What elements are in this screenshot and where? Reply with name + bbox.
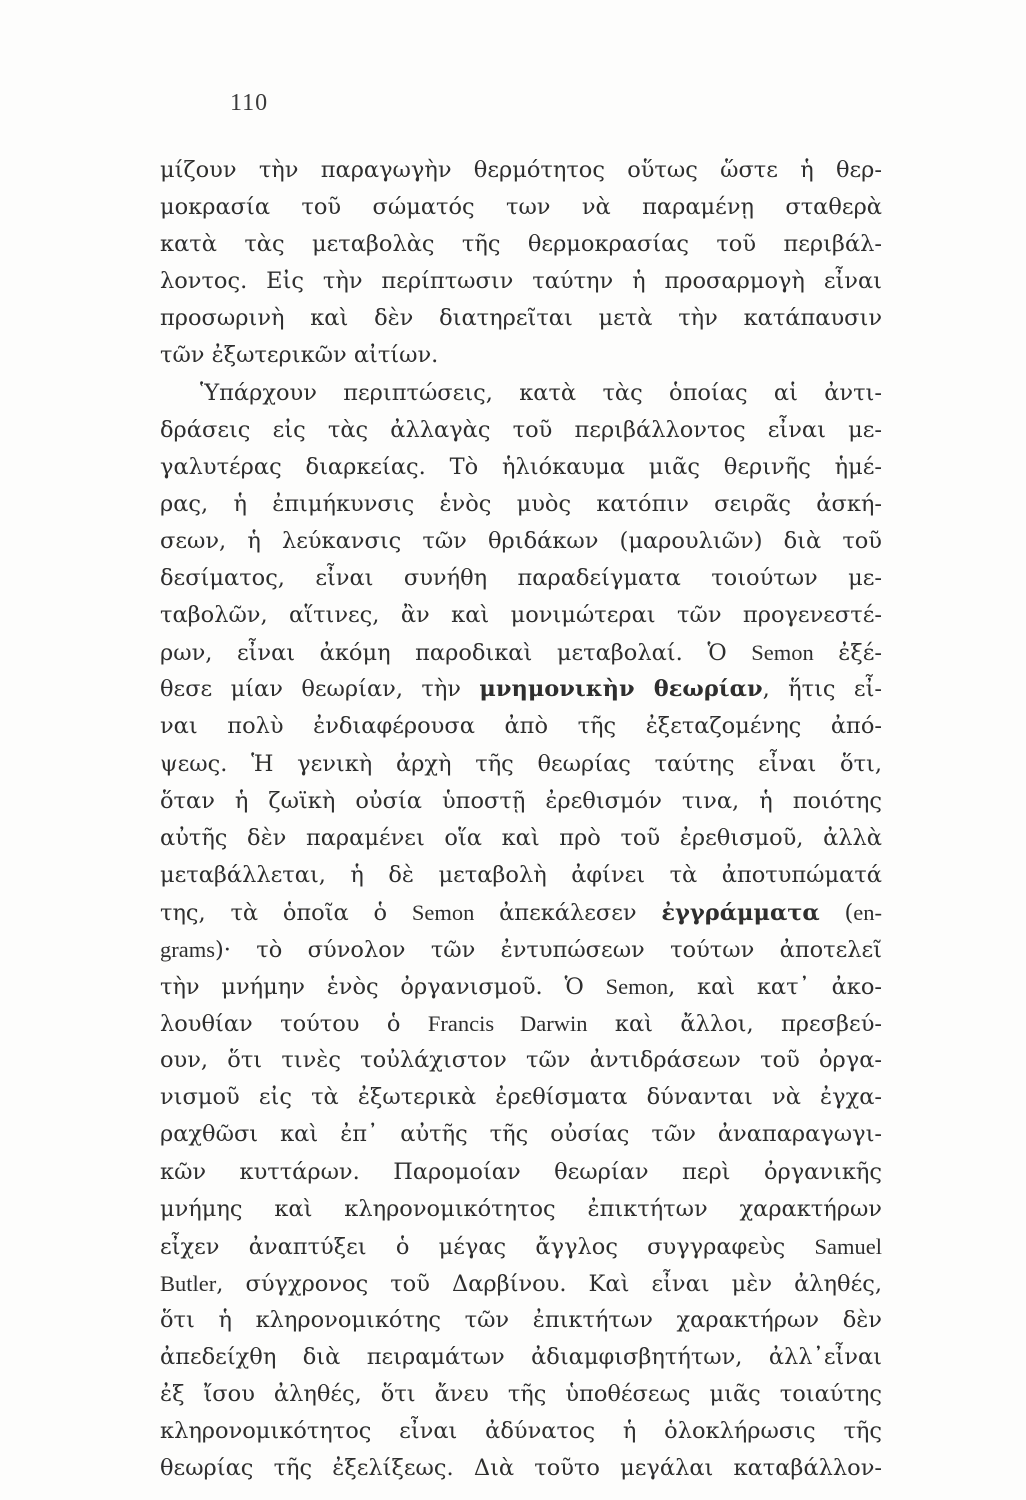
text-line: [160, 708, 882, 745]
text-segment: ψεως. Ἡ γενικὴ ἀρχὴ τῆς θεωρίας ταύτης εἶναι ὅτι,: [160, 750, 882, 777]
text-segment: δεσίματος, εἶναι συνήθη παραδείγματα τοιούτων με-: [160, 565, 882, 592]
text-segment: ραχθῶσι καὶ ἐπ᾿ αὐτῆς τῆς οὐσίας τῶν ἀναπαραγωγι-: [160, 1121, 882, 1148]
text-segment: ἐξ ἴσου ἀληθές, ὅτι ἄνευ τῆς ὑποθέσεως μιᾶς τοιαύτης: [160, 1381, 882, 1408]
page-number: 110: [230, 90, 269, 116]
text-line: [160, 671, 882, 708]
text-line: [160, 1302, 882, 1339]
text-segment: en-: [853, 899, 883, 925]
text-line: [160, 1228, 882, 1265]
text-segment: Samuel: [814, 1233, 882, 1259]
text-segment: )· τὸ σύνολον τῶν ἐντυπώσεων τούτων ἀποτελεῖ: [215, 936, 882, 963]
text-segment: grams: [160, 936, 215, 962]
text-line: [160, 1191, 882, 1228]
emphasized-term: μνημονικὴν θεωρίαν: [479, 676, 763, 703]
text-segment: ταβολῶν, αἵτινες, ἂν καὶ μονιμώτεραι τῶν προγενεστέ-: [160, 602, 882, 629]
text-line: [160, 597, 882, 634]
text-segment: Semon: [605, 974, 669, 1000]
text-line: [160, 931, 882, 968]
text-segment: μίζουν τὴν παραγωγὴν θερμότητος οὕτως ὥστε ἡ θερ-: [160, 157, 882, 183]
text-segment: εἶχεν ἀναπτύξει ὁ μέγας ἄγγλος συγγραφεὺς: [160, 1233, 815, 1260]
text-segment: , καὶ κατ᾿ ἀκο-: [668, 974, 882, 1001]
text-segment: μεταβάλλεται, ἡ δὲ μεταβολὴ ἀφίνει τὰ ἀποτυπώματά: [160, 861, 882, 888]
text-segment: Francis Darwin: [427, 1011, 588, 1037]
text-segment: , ἥτις εἶ-: [762, 676, 883, 703]
text-segment: μνήμης καὶ κληρονομικότητος ἐπικτήτων χαρακτήρων: [160, 1195, 882, 1222]
text-line: [160, 1265, 882, 1302]
text-segment: αὐτῆς δὲν παραμένει οἵα καὶ πρὸ τοῦ ἐρεθισμοῦ, ἀλλὰ: [160, 824, 882, 851]
text-segment: νισμοῦ εἰς τὰ ἐξωτερικὰ ἐρεθίσματα δύνανται νὰ ἐγχα-: [160, 1084, 882, 1111]
text-segment: , σύγχρονος τοῦ Δαρβίνου. Καὶ εἶναι μὲν ἀληθές,: [216, 1270, 882, 1297]
text-segment: ἐξέ-: [813, 640, 882, 667]
text-line: [160, 412, 882, 449]
text-segment: Butler: [160, 1270, 217, 1296]
text-line: [160, 783, 882, 820]
text-line: [160, 1376, 882, 1413]
text-segment: της, τὰ ὁποῖα ὁ: [160, 899, 412, 926]
text-segment: τῶν ἐξωτερικῶν αἰτίων.: [160, 342, 439, 369]
text-line: [160, 486, 882, 523]
text-segment: σεων, ἡ λεύκανσις τῶν θριδάκων (μαρουλιῶν) διὰ τοῦ: [160, 527, 882, 554]
text-line: [160, 1413, 882, 1450]
text-segment: Semon: [411, 899, 475, 925]
text-segment: ουν, ὅτι τινὲς τοὐλάχιστον τῶν ἀντιδράσεων τοῦ ὀργα-: [160, 1047, 882, 1074]
text-segment: (: [819, 899, 854, 926]
text-line: [160, 226, 882, 263]
text-line: [160, 152, 882, 189]
text-segment: κῶν κυττάρων. Παρομοίαν θεωρίαν περὶ ὀργανικῆς: [160, 1158, 882, 1185]
text-segment: ἀπεκάλεσεν: [474, 899, 662, 926]
text-line: [160, 375, 882, 412]
text-segment: δράσεις εἰς τὰς ἀλλαγὰς τοῦ περιβάλλοντος εἶναι με-: [160, 416, 882, 443]
text-segment: Semon: [751, 640, 814, 666]
text-segment: κατὰ τὰς μεταβολὰς τῆς θερμοκρασίας τοῦ περιβάλ-: [160, 231, 882, 258]
text-segment: Ὑπάρχουν περιπτώσεις, κατὰ τὰς ὁποίας αἱ ἀντι-: [200, 379, 882, 406]
text-line: [160, 820, 882, 857]
text-line: [160, 634, 882, 671]
emphasized-term: ἐγγράμματα: [661, 899, 820, 926]
text-line: [160, 263, 882, 300]
text-segment: κληρονομικότητος εἶναι ἀδύνατος ἡ ὁλοκλήρωσις τῆς: [160, 1418, 882, 1445]
text-line: [160, 968, 882, 1005]
text-line: [160, 523, 882, 560]
text-line: [160, 1154, 882, 1191]
text-line: [160, 300, 882, 337]
text-segment: λοντος. Εἰς τὴν περίπτωσιν ταύτην ἡ προσαρμογὴ εἶναι: [160, 268, 882, 295]
text-segment: ὅταν ἡ ζωϊκὴ οὐσία ὑποστῇ ἐρεθισμόν τινα, ἡ ποιότης: [160, 787, 882, 814]
text-segment: ρων, εἶναι ἀκόμη παροδικαὶ μεταβολαί. Ὁ: [160, 640, 752, 667]
text-segment: ναι πολὺ ἐνδιαφέρουσα ἀπὸ τῆς ἐξεταζομένης ἀπό-: [160, 713, 882, 740]
text-line: [160, 746, 882, 783]
text-line: [160, 1339, 882, 1376]
text-line: [160, 1079, 882, 1116]
text-line: [160, 1450, 882, 1487]
text-line: [160, 857, 882, 894]
text-segment: ἀπεδείχθη διὰ πειραμάτων ἀδιαμφισβητήτων, ἀλλ᾿εἶναι: [160, 1344, 882, 1370]
text-line: [160, 894, 882, 931]
text-segment: θεσε μίαν θεωρίαν, τὴν: [160, 676, 480, 703]
text-line: [160, 1116, 882, 1153]
text-line: [160, 189, 882, 226]
text-segment: λουθίαν τούτου ὁ: [160, 1011, 428, 1038]
text-segment: προσωρινὴ καὶ δὲν διατηρεῖται μετὰ τὴν κατάπαυσιν: [160, 305, 882, 332]
text-segment: ὅτι ἡ κληρονομικότης τῶν ἐπικτήτων χαρακτήρων δὲν: [160, 1306, 882, 1333]
text-segment: καὶ ἄλλοι, πρεσβεύ-: [587, 1011, 882, 1038]
text-segment: τὴν μνήμην ἑνὸς ὀργανισμοῦ. Ὁ: [160, 974, 606, 1001]
text-segment: μοκρασία τοῦ σώματός των νὰ παραμένῃ σταθερὰ: [160, 194, 882, 221]
text-line: [160, 560, 882, 597]
text-segment: θεωρίας τῆς ἐξελίξεως. Διὰ τοῦτο μεγάλαι καταβάλλον-: [160, 1455, 882, 1482]
body-text: [160, 152, 882, 1487]
text-line: [160, 449, 882, 486]
text-line: [160, 1005, 882, 1042]
text-line: [160, 337, 882, 374]
text-line: [160, 1042, 882, 1079]
text-segment: ρας, ἡ ἐπιμήκυνσις ἑνὸς μυὸς κατόπιν σειρᾶς ἀσκή-: [160, 490, 882, 517]
text-segment: γαλυτέρας διαρκείας. Τὸ ἡλιόκαυμα μιᾶς θερινῆς ἡμέ-: [160, 453, 882, 480]
